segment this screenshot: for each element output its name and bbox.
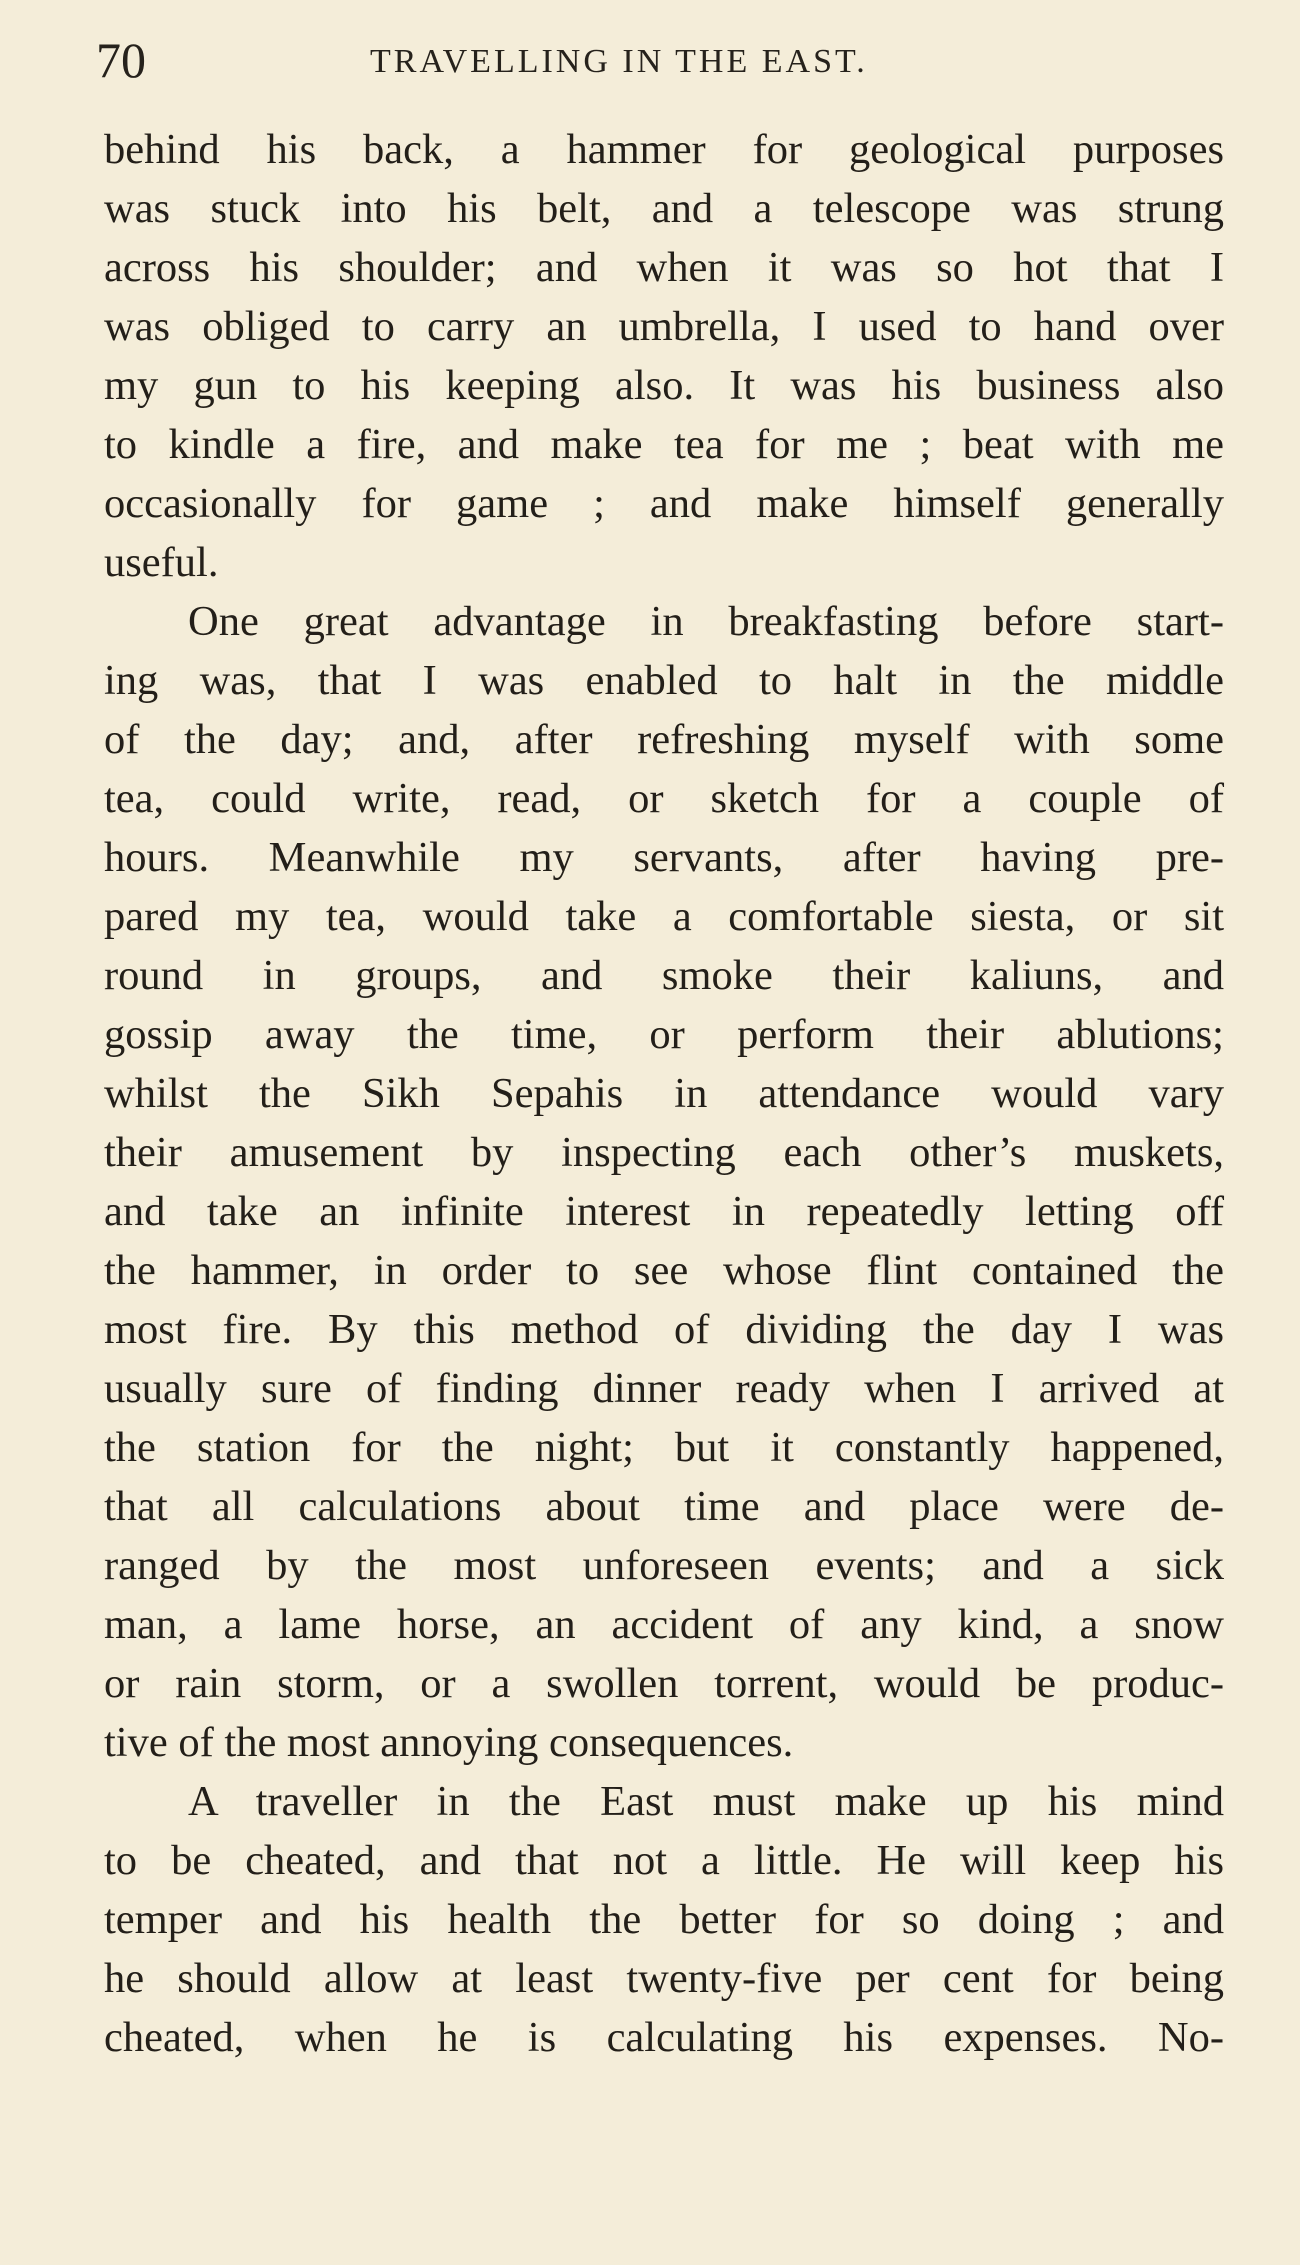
text-line: whilst the Sikh Sepahis in attendance would vary — [104, 1070, 1224, 1117]
text-line: usually sure of finding dinner ready when I arrived at — [104, 1365, 1224, 1412]
text-line: ing was, that I was enabled to halt in the middle — [104, 657, 1224, 704]
text-line: cheated, when he is calculating his expenses. No- — [104, 2014, 1224, 2061]
text-line: their amusement by inspecting each other’s muskets, — [104, 1129, 1224, 1176]
page-number: 70 — [96, 32, 146, 88]
text-line: was obliged to carry an umbrella, I used to hand over — [104, 303, 1224, 350]
text-line: tea, could write, read, or sketch for a couple of — [104, 775, 1224, 822]
text-line: was stuck into his belt, and a telescope was strung — [104, 185, 1224, 232]
text-line: gossip away the time, or perform their ablutions; — [104, 1011, 1224, 1058]
text-line: to be cheated, and that not a little. He will keep his — [104, 1837, 1224, 1884]
running-title: TRAVELLING IN THE EAST. — [370, 43, 868, 80]
text-line: most fire. By this method of dividing the day I was — [104, 1306, 1224, 1353]
text-line: the hammer, in order to see whose flint contained the — [104, 1247, 1224, 1294]
text-line: or rain storm, or a swollen torrent, would be produc- — [104, 1660, 1224, 1707]
text-line: my gun to his keeping also. It was his business also — [104, 362, 1224, 409]
body-text — [104, 120, 1224, 2067]
text-line: he should allow at least twenty-five per cent for being — [104, 1955, 1224, 2002]
text-line: A traveller in the East must make up his mind — [188, 1778, 1224, 1825]
text-line: to kindle a fire, and make tea for me ; beat with me — [104, 421, 1224, 468]
text-line: man, a lame horse, an accident of any kind, a snow — [104, 1601, 1224, 1648]
text-line: useful. — [104, 539, 219, 586]
text-line: ranged by the most unforeseen events; and a sick — [104, 1542, 1224, 1589]
text-line: hours. Meanwhile my servants, after having pre- — [104, 834, 1224, 881]
text-line: and take an infinite interest in repeatedly letting off — [104, 1188, 1224, 1235]
text-line: pared my tea, would take a comfortable siesta, or sit — [104, 893, 1224, 940]
text-line: tive of the most annoying consequences. — [104, 1719, 794, 1766]
text-line: temper and his health the better for so doing ; and — [104, 1896, 1224, 1943]
text-line: the station for the night; but it constantly happened, — [104, 1424, 1224, 1471]
text-line: One great advantage in breakfasting before start- — [188, 598, 1224, 645]
text-line: of the day; and, after refreshing myself with some — [104, 716, 1224, 763]
text-line: across his shoulder; and when it was so hot that I — [104, 244, 1224, 291]
running-head — [0, 30, 1300, 90]
text-line: round in groups, and smoke their kaliuns, and — [104, 952, 1224, 999]
text-line: behind his back, a hammer for geological purposes — [104, 126, 1224, 173]
text-line: that all calculations about time and place were de- — [104, 1483, 1224, 1530]
text-line: occasionally for game ; and make himself generally — [104, 480, 1224, 527]
